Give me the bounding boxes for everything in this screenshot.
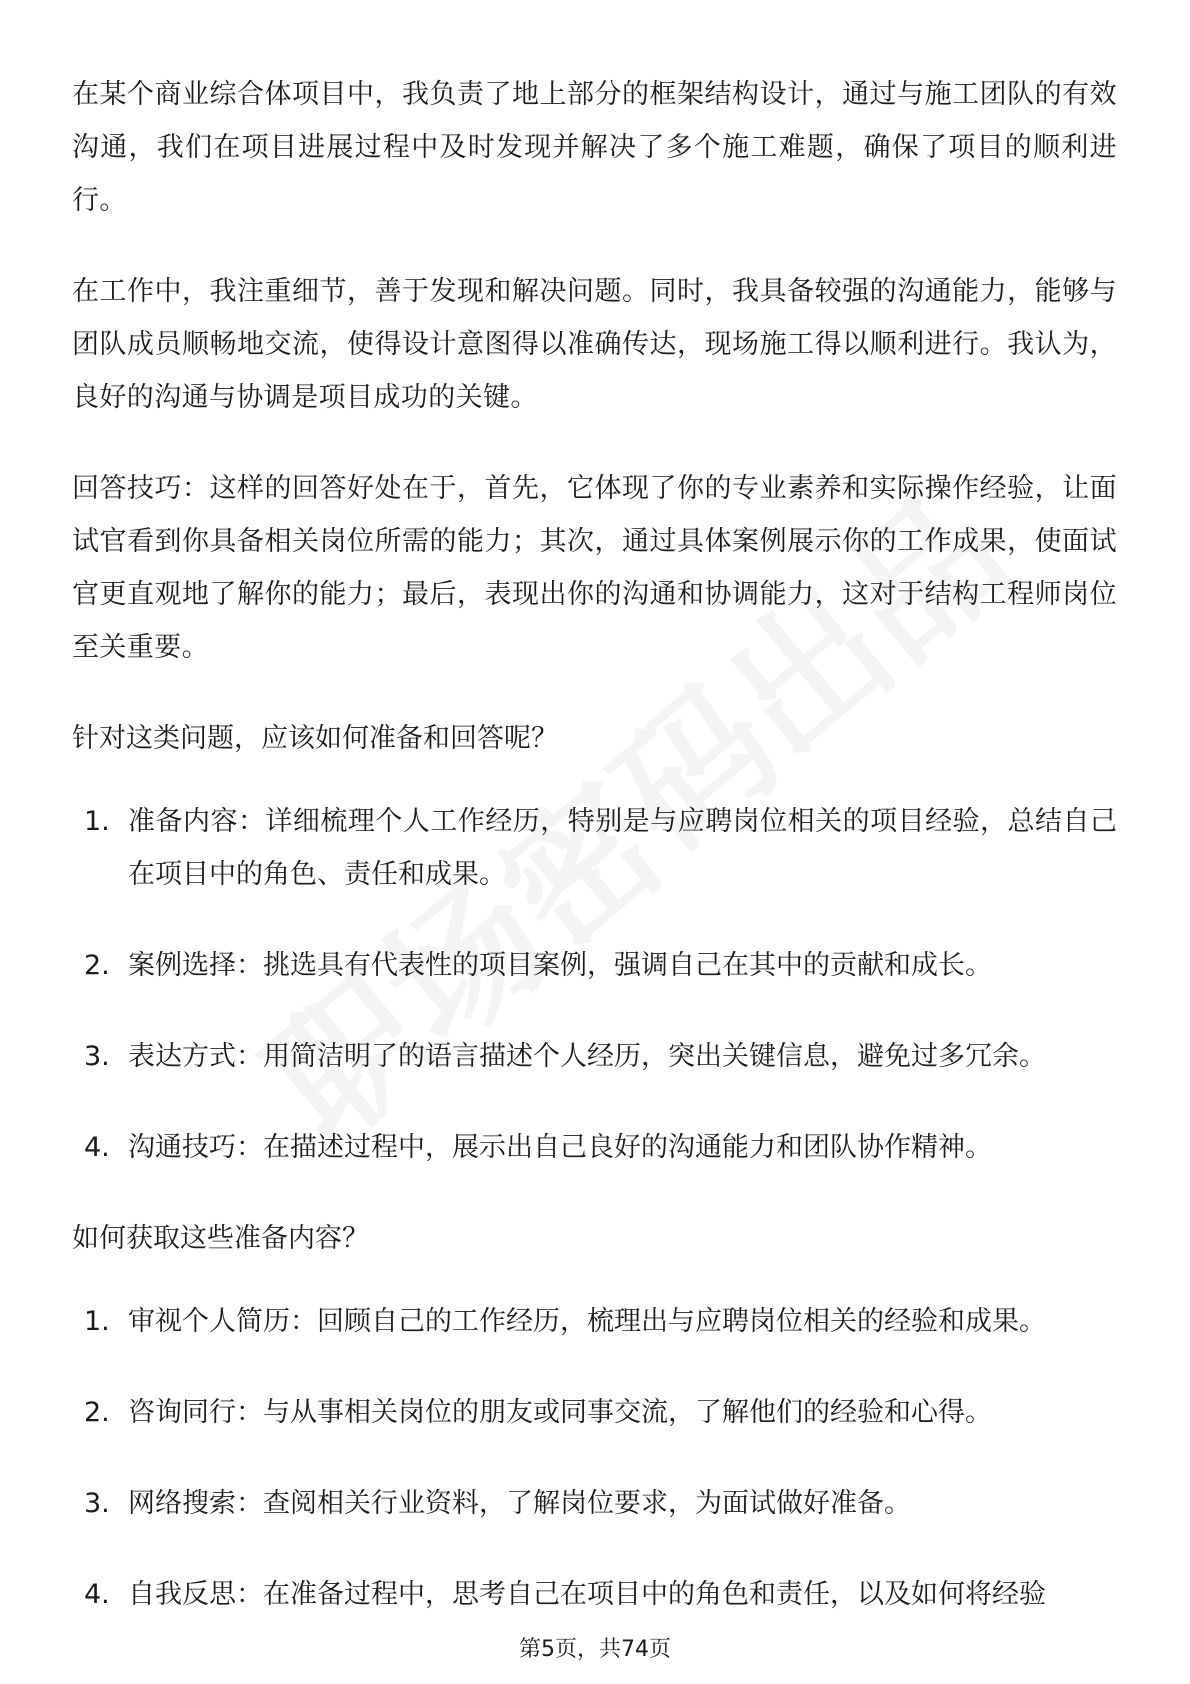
list-number: 3. xyxy=(84,1041,110,1072)
list-item xyxy=(72,1030,1117,1083)
sources-list xyxy=(72,1295,1117,1621)
paragraph-project-example: 在某个商业综合体项目中，我负责了地上部分的框架结构设计，通过与施工团队的有效沟通，我们在项目进展过程中及时发现并解决了多个施工难题，确保了项目的顺利进行。 xyxy=(72,79,1117,216)
list-number: 3. xyxy=(84,1488,110,1519)
section-heading-prepare: 针对这类问题，应该如何准备和回答呢？ xyxy=(72,723,558,754)
section-heading-sources: 如何获取这些准备内容？ xyxy=(72,1223,369,1254)
list-item xyxy=(72,1121,1117,1174)
list-number: 2. xyxy=(84,950,110,981)
list-number: 1. xyxy=(84,1306,110,1337)
list-number: 2. xyxy=(84,1397,110,1428)
document-body xyxy=(72,68,1117,1659)
list-item xyxy=(72,1386,1117,1439)
list-item-text: 咨询同行：与从事相关岗位的朋友或同事交流，了解他们的经验和心得。 xyxy=(128,1397,992,1428)
list-number: 1. xyxy=(84,806,110,837)
list-item-text: 案例选择：挑选具有代表性的项目案例，强调自己在其中的贡献和成长。 xyxy=(128,950,992,981)
list-item-text: 表达方式：用简洁明了的语言描述个人经历，突出关键信息，避免过多冗余。 xyxy=(128,1041,1046,1072)
list-item xyxy=(72,795,1117,901)
list-item xyxy=(72,1295,1117,1348)
paragraph-answer-tips: 回答技巧：这样的回答好处在于，首先，它体现了你的专业素养和实际操作经验，让面试官看到你具备相关岗位所需的能力；其次，通过具体案例展示你的工作成果，使面试官更直观地了解你的能力；最后，表现出你的沟通和协调能力，这对于结构工程师岗位至关重要。 xyxy=(72,473,1117,663)
list-item-text: 沟通技巧：在描述过程中，展示出自己良好的沟通能力和团队协作精神。 xyxy=(128,1132,992,1163)
list-item-text: 审视个人简历：回顾自己的工作经历，梳理出与应聘岗位相关的经验和成果。 xyxy=(128,1306,1046,1337)
list-item xyxy=(72,1477,1117,1530)
paragraph-work-style: 在工作中，我注重细节，善于发现和解决问题。同时，我具备较强的沟通能力，能够与团队成员顺畅地交流，使得设计意图得以准确传达，现场施工得以顺利进行。我认为，良好的沟通与协调是项目成功的关键。 xyxy=(72,276,1117,413)
list-number: 4. xyxy=(84,1132,110,1163)
list-item xyxy=(72,939,1117,992)
list-item-text: 自我反思：在准备过程中，思考自己在项目中的角色和责任，以及如何将经验 xyxy=(128,1579,1046,1610)
list-item xyxy=(72,1568,1117,1621)
list-item-text: 准备内容：详细梳理个人工作经历，特别是与应聘岗位相关的项目经验，总结自己在项目中的角色、责任和成果。 xyxy=(128,806,1117,890)
prepare-list xyxy=(72,795,1117,1174)
list-item-text: 网络搜索：查阅相关行业资料，了解岗位要求，为面试做好准备。 xyxy=(128,1488,911,1519)
page-footer: 第5页，共74页 xyxy=(519,1637,671,1662)
list-number: 4. xyxy=(84,1579,110,1610)
